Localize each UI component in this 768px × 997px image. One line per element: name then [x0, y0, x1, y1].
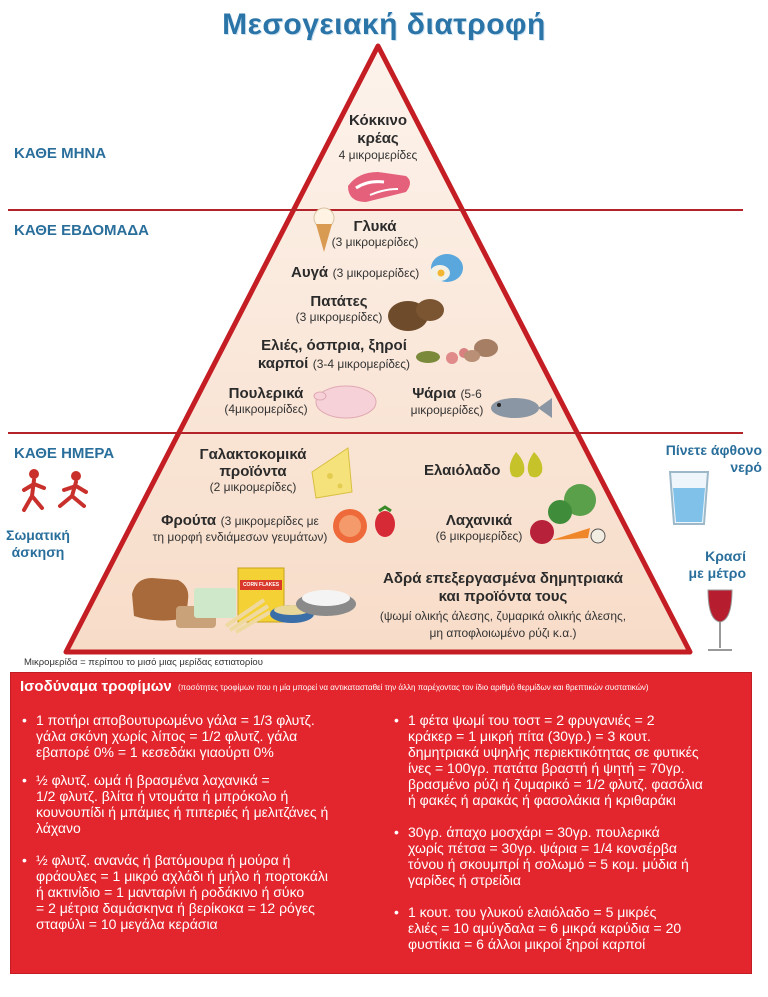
legumes-portions: (3-4 μικρομερίδες) [312, 357, 411, 371]
exercise-label-line2: άσκηση [11, 544, 65, 560]
cereal-box-label: CORN FLAKES [242, 582, 280, 588]
equivalent-line: φράουλες = 1 μικρό αχλάδι ή μήλο ή πορτοκάλι [36, 868, 328, 884]
equivalent-line: ½ φλυτζ. ωμά ή βρασμένα λαχανικά = [36, 772, 270, 788]
wine-label-line1: Κρασί [705, 548, 746, 564]
equivalent-line: φυστίκια = 6 άλλοι μικροί ξηροί καρποί [408, 936, 646, 952]
food-dairy [188, 446, 318, 494]
equivalent-line: τόνου ή σκουμπρί ή σολωμό = 5 κομ. μύδια ή [408, 856, 689, 872]
equivalents-title: Ισοδύναμα τροφίμων [20, 678, 172, 695]
food-grains [366, 570, 640, 642]
equivalent-line: χωρίς πέτσα = 30γρ. ψάρια = 1/4 κονσέρβα [408, 840, 678, 856]
food-potatoes [286, 293, 392, 324]
band-label-month: ΚΑΘΕ ΜΗΝΑ [14, 145, 107, 162]
equivalents-subtitle: (ποσότητες τροφίμων που η μία μπορεί να αντικατασταθεί την άλλη παρέχοντας τον ίδιο αριθμό θερμίδων και θρεπτικών συστατικών) [178, 683, 649, 692]
dairy-portions: (2 μικρομερίδες) [209, 480, 297, 494]
food-sweets [320, 218, 430, 249]
equivalent-item-right-3 [394, 904, 742, 952]
equivalent-line: 1/2 φλυτζ. βλίτα ή ντομάτα ή μπρόκολο ή [36, 788, 289, 804]
equivalent-line: εβαπορέ 0% = 1 κεσεδάκι γιαούρτι 0% [36, 744, 274, 760]
food-vegetables [430, 512, 528, 543]
food-legumes [254, 337, 414, 373]
bullet: • [22, 852, 27, 868]
equivalent-line: βρασμένο ρύζι ή ζυμαρικό = 1/2 φλυτζ. φασόλια [408, 776, 703, 792]
dairy-name-line2: προϊόντα [219, 463, 287, 480]
portion-note: Μικρομερίδα = περίπου το μισό μιας μερίδας εστιατορίου [24, 657, 263, 668]
grains-name-line2: και προϊόντα τους [438, 588, 568, 605]
equivalent-line: δημητριακά υψηλής περιεκτικότητας σε φυτικές [408, 744, 699, 760]
fish-name: Ψάρια [412, 385, 456, 402]
eggs-portions: (3 μικρομερίδες) [332, 266, 420, 280]
band-label-day: ΚΑΘΕ ΗΜΕΡΑ [14, 445, 115, 462]
potatoes-name: Πατάτες [310, 293, 368, 310]
fish-portions-a: (5-6 [460, 387, 482, 401]
legumes-name-line2: καρποί [257, 355, 309, 372]
page-title: Μεσογειακή διατροφή [222, 8, 546, 41]
water-label [636, 442, 762, 476]
equivalent-line: 1 ποτήρι αποβουτυρωμένο γάλα = 1/3 φλυτζ. [36, 712, 315, 728]
equivalent-line: ή ακτινίδιο = 1 μανταρίνι ή ροδάκινο ή σύκο [36, 884, 305, 900]
runners-icon [24, 469, 86, 510]
olive-oil-name: Ελαιόλαδο [424, 462, 501, 479]
grains-examples-line1: (ψωμί ολικής άλεσης, ζυμαρικά ολικής άλεσης, [379, 609, 627, 623]
equivalent-line: ½ φλυτζ. ανανάς ή βατόμουρα ή μούρα ή [36, 852, 291, 868]
dairy-name-line1: Γαλακτοκομικά [199, 446, 307, 463]
equivalent-line: κράκερ = 1 μικρή πίτα (30γρ.) = 3 κουτ. [408, 728, 651, 744]
equivalent-item-left-2 [22, 772, 366, 836]
fish-portions-b: μικρομερίδες) [410, 403, 484, 417]
equivalent-item-right-1 [394, 712, 742, 808]
food-poultry [216, 385, 316, 416]
food-eggs [291, 264, 431, 282]
red-meat-portions: 4 μικρομερίδες [338, 148, 418, 162]
equivalent-line: σταφύλι = 10 μεγάλα κεράσια [36, 916, 218, 932]
water-glass-icon [670, 472, 708, 524]
red-meat-name-line1: Κόκκινο [348, 112, 408, 129]
water-label-line2: νερό [730, 459, 762, 475]
equivalent-line: κουνουπίδι ή μπάμιες ή πιπεριές ή μελιτζάνες ή [36, 804, 329, 820]
food-fruit [148, 512, 332, 544]
equivalent-line: 30γρ. άπαχο μοσχάρι = 30γρ. πουλερικά [408, 824, 660, 840]
bullet: • [22, 712, 27, 728]
equivalent-line: γάλα σκόνη χωρίς λίπος = 1/2 φλυτζ. γάλα [36, 728, 298, 744]
fruit-name: Φρούτα [161, 512, 217, 529]
vegetables-name: Λαχανικά [445, 512, 513, 529]
grains-examples-line2: μη αποφλοιωμένο ρύζι κ.α.) [429, 626, 577, 640]
food-fish [402, 385, 492, 417]
fruit-portions-b: τη μορφή ενδιάμεσων γευμάτων) [152, 530, 328, 544]
wine-label-line2: με μέτρο [688, 565, 746, 581]
sweets-name: Γλυκά [353, 218, 397, 235]
poultry-name: Πουλερικά [228, 385, 304, 402]
equivalent-item-right-2 [394, 824, 742, 888]
red-meat-name-line2: κρέας [357, 130, 399, 147]
wine-label [666, 548, 746, 582]
equivalent-item-left-3 [22, 852, 366, 932]
equivalent-line: ελιές = 10 αμύγδαλα = 6 μικρά καρύδια = 20 [408, 920, 682, 936]
equivalent-line: λάχανο [36, 820, 81, 836]
equivalent-line: γαρίδες ή στρείδια [408, 872, 521, 888]
equivalent-line: = 2 μέτρια δαμάσκηνα ή βερίκοκα = 12 ρόγες [36, 900, 315, 916]
eggs-name: Αυγά [291, 264, 329, 281]
grains-name-line1: Αδρά επεξεργασμένα δημητριακά [383, 570, 623, 587]
sweets-portions: (3 μικρομερίδες) [331, 235, 419, 249]
equivalent-item-left-1 [22, 712, 366, 760]
equivalent-line: 1 κουτ. του γλυκού ελαιόλαδο = 5 μικρές [408, 904, 657, 920]
equivalent-line: ή φακές ή αρακάς ή φασολάκια ή κριθαράκι [408, 792, 676, 808]
bullet: • [394, 824, 399, 840]
equivalent-line: 1 φέτα ψωμί του τοστ = 2 φρυγανιές = 2 [408, 712, 655, 728]
poultry-portions: (4μικρομερίδες) [224, 402, 308, 416]
fruit-portions-a: (3 μικρομερίδες με [220, 514, 319, 528]
bullet: • [22, 772, 27, 788]
band-label-week: ΚΑΘΕ ΕΒΔΟΜΑΔΑ [14, 222, 149, 239]
wine-glass-icon [708, 590, 732, 650]
water-label-line1: Πίνετε άφθονο [665, 442, 762, 458]
legumes-name-line1: Ελιές, όσπρια, ξηροί [261, 337, 407, 354]
potatoes-portions: (3 μικρομερίδες) [295, 310, 383, 324]
bullet: • [394, 712, 399, 728]
exercise-label [4, 527, 72, 561]
equivalent-line: ίνες = 100γρ. πατάτα βραστή ή ψητή = 70γρ. [408, 760, 685, 776]
vegetables-portions: (6 μικρομερίδες) [435, 529, 523, 543]
bullet: • [394, 904, 399, 920]
food-red-meat [318, 112, 438, 162]
exercise-label-line1: Σωματική [6, 527, 70, 543]
